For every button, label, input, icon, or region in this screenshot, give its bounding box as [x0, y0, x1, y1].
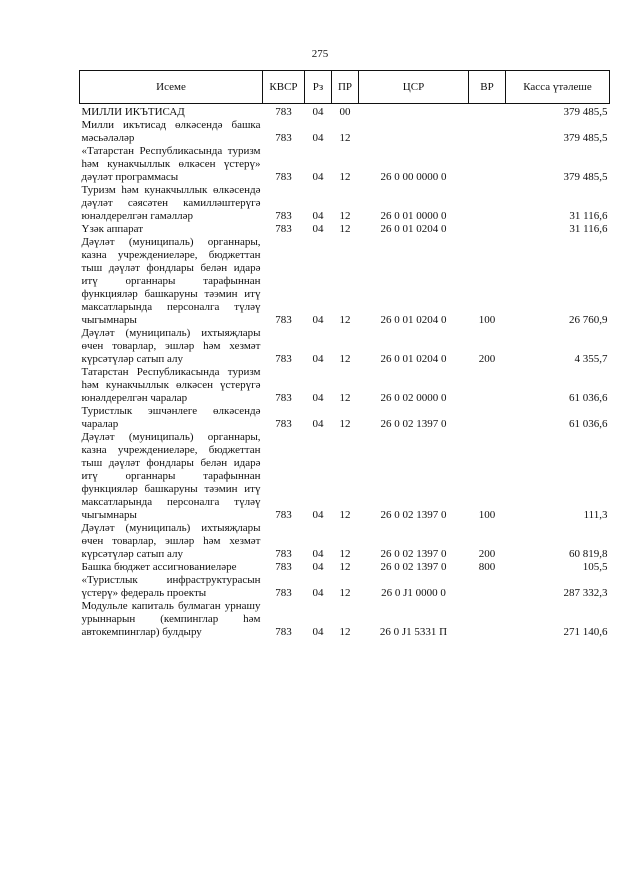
cell-name: Туризм һәм кунакчыллык өлкәсендә дәүләт сәясәтен камилләштерүгә юнәлдерелгән гамәлләр: [81, 184, 261, 222]
cell-csr: 26 0 02 1397 0: [380, 548, 447, 560]
cell-pr: 12: [339, 132, 351, 144]
header-kassa: Касса үтәлеше: [506, 71, 610, 104]
cell-vr: [469, 405, 506, 431]
cell-vr: [469, 574, 506, 600]
cell-amount: 31 116,6: [569, 210, 608, 222]
cell-kvsr: 783: [275, 223, 292, 235]
cell-pr: 12: [339, 587, 351, 599]
cell-pr: 12: [339, 223, 351, 235]
cell-name: Үзәк аппарат: [81, 223, 144, 235]
cell-amount: 287 332,3: [563, 587, 608, 599]
cell-vr: 200: [478, 548, 496, 560]
cell-name: Башка бюджет ассигнованиеләре: [81, 561, 237, 573]
cell-rz: 04: [312, 418, 324, 430]
table-row: [80, 184, 610, 223]
cell-pr: 00: [339, 106, 351, 118]
cell-rz: 04: [312, 132, 324, 144]
cell-kvsr: 783: [275, 509, 292, 521]
cell-csr: 26 0 01 0204 0: [380, 353, 447, 365]
table-row: [80, 327, 610, 366]
cell-rz: 04: [312, 587, 324, 599]
cell-csr: 26 0 01 0204 0: [380, 223, 447, 235]
cell-name: Татарстан Республикасында туризм һәм кунакчыллык өлкәсен үстерүгә юнәлдерелгән чаралар: [81, 366, 261, 404]
cell-csr: 26 0 J1 5331 П: [379, 626, 448, 638]
table-row: [80, 119, 610, 145]
header-rz: Рз: [305, 71, 332, 104]
cell-csr: 26 0 02 1397 0: [380, 509, 447, 521]
cell-name: Модульле капиталь булмаган урнашу урыннарын (кемпинглар һәм автокемпинглар) булдыру: [81, 600, 261, 638]
cell-name: Дәүләт (муниципаль) ихтыяҗлары өчен товарлар, эшләр һәм хезмәт күрсәтүләр сатып алу: [81, 327, 261, 365]
cell-amount: 4 355,7: [574, 353, 608, 365]
header-name: Исеме: [80, 71, 263, 104]
table-row: [80, 574, 610, 600]
cell-amount: 105,5: [582, 561, 608, 573]
cell-rz: 04: [312, 561, 324, 573]
cell-amount: 61 036,6: [569, 418, 608, 430]
table-row: [80, 522, 610, 561]
cell-rz: 04: [312, 314, 324, 326]
table-row: [80, 366, 610, 405]
cell-rz: 04: [312, 171, 324, 183]
cell-name: Дәүләт (муниципаль) органнары, казна учреждениеләре, бюджеттан тыш дәүләт фондлары белән идарә итү органнары тарафыннан функцияләр башкаруны тәэмин итү максатларында персоналга түләү чыгымнары: [81, 431, 261, 521]
cell-vr: [469, 366, 506, 405]
cell-pr: 12: [339, 171, 351, 183]
cell-name: Дәүләт (муниципаль) ихтыяҗлары өчен товарлар, эшләр һәм хезмәт күрсәтүләр сатып алу: [81, 522, 261, 560]
cell-csr: 26 0 02 1397 0: [380, 418, 447, 430]
cell-pr: 12: [339, 626, 351, 638]
cell-rz: 04: [312, 353, 324, 365]
cell-csr: [359, 104, 469, 120]
budget-table: [79, 70, 610, 639]
cell-kvsr: 783: [275, 171, 292, 183]
cell-rz: 04: [312, 392, 324, 404]
cell-csr: 26 0 01 0000 0: [380, 210, 447, 222]
table-row: [80, 236, 610, 327]
header-kvsr: КВСР: [263, 71, 305, 104]
table-row: [80, 561, 610, 574]
cell-pr: 12: [339, 561, 351, 573]
table-row: [80, 431, 610, 522]
cell-vr: [469, 184, 506, 223]
table-row: [80, 223, 610, 236]
cell-vr: [469, 145, 506, 184]
cell-vr: [469, 600, 506, 639]
cell-name: «Татарстан Республикасында туризм һәм кунакчыллык өлкәсен үстерү» дәүләт программасы: [81, 145, 261, 183]
cell-amount: 379 485,5: [563, 106, 608, 118]
cell-rz: 04: [312, 106, 324, 118]
cell-kvsr: 783: [275, 561, 292, 573]
table-row: [80, 405, 610, 431]
header-csr: ЦСР: [359, 71, 469, 104]
cell-pr: 12: [339, 509, 351, 521]
cell-amount: 31 116,6: [569, 223, 608, 235]
cell-vr: 100: [478, 509, 496, 521]
table-row: [80, 600, 610, 639]
cell-csr: 26 0 02 1397 0: [380, 561, 447, 573]
cell-kvsr: 783: [275, 353, 292, 365]
cell-vr: 200: [478, 353, 496, 365]
cell-csr: 26 0 J1 0000 0: [381, 587, 446, 599]
cell-vr: [469, 104, 506, 120]
cell-pr: 12: [339, 548, 351, 560]
page-number: 275: [311, 48, 329, 60]
cell-kvsr: 783: [275, 210, 292, 222]
cell-amount: 61 036,6: [569, 392, 608, 404]
cell-pr: 12: [339, 392, 351, 404]
header-vr: ВР: [469, 71, 506, 104]
cell-kvsr: 783: [275, 314, 292, 326]
cell-kvsr: 783: [275, 418, 292, 430]
cell-name: Милли икътисад өлкәсендә башка мәсьәләләр: [81, 119, 261, 144]
cell-pr: 12: [339, 314, 351, 326]
cell-vr: [469, 223, 506, 236]
table-row: [80, 104, 610, 120]
cell-kvsr: 783: [275, 392, 292, 404]
cell-name: Дәүләт (муниципаль) органнары, казна учреждениеләре, бюджеттан тыш дәүләт фондлары белән идарә итү органнары тарафыннан функцияләр башкаруны тәэмин итү максатларында персоналга түләү чыгымнары: [81, 236, 261, 326]
cell-vr: [469, 119, 506, 145]
cell-amount: 60 819,8: [569, 548, 608, 560]
cell-pr: 12: [339, 353, 351, 365]
cell-csr: 26 0 01 0204 0: [380, 314, 447, 326]
cell-pr: 12: [339, 210, 351, 222]
cell-name: «Туристлык инфраструктурасын үстерү» федераль проекты: [81, 574, 261, 599]
cell-rz: 04: [312, 626, 324, 638]
table-header-row: [80, 71, 610, 104]
cell-csr: 26 0 02 0000 0: [380, 392, 447, 404]
cell-amount: 26 760,9: [569, 314, 608, 326]
cell-amount: 379 485,5: [563, 132, 608, 144]
cell-kvsr: 783: [275, 626, 292, 638]
cell-rz: 04: [312, 223, 324, 235]
cell-vr: 100: [478, 314, 496, 326]
cell-csr: 26 0 00 0000 0: [380, 171, 447, 183]
cell-kvsr: 783: [275, 548, 292, 560]
cell-name: МИЛЛИ ИКЪТИСАД: [81, 106, 185, 118]
cell-kvsr: 783: [275, 587, 292, 599]
cell-kvsr: 783: [275, 106, 292, 118]
cell-kvsr: 783: [275, 132, 292, 144]
cell-rz: 04: [312, 548, 324, 560]
cell-csr: [359, 119, 469, 145]
cell-amount: 379 485,5: [563, 171, 608, 183]
cell-amount: 271 140,6: [563, 626, 608, 638]
cell-pr: 12: [339, 418, 351, 430]
cell-rz: 04: [312, 210, 324, 222]
header-pr: ПР: [332, 71, 359, 104]
cell-amount: 111,3: [583, 509, 608, 521]
cell-vr: 800: [478, 561, 496, 573]
cell-rz: 04: [312, 509, 324, 521]
table-row: [80, 145, 610, 184]
cell-name: Туристлык эшчәнлеге өлкәсендә чаралар: [81, 405, 261, 430]
